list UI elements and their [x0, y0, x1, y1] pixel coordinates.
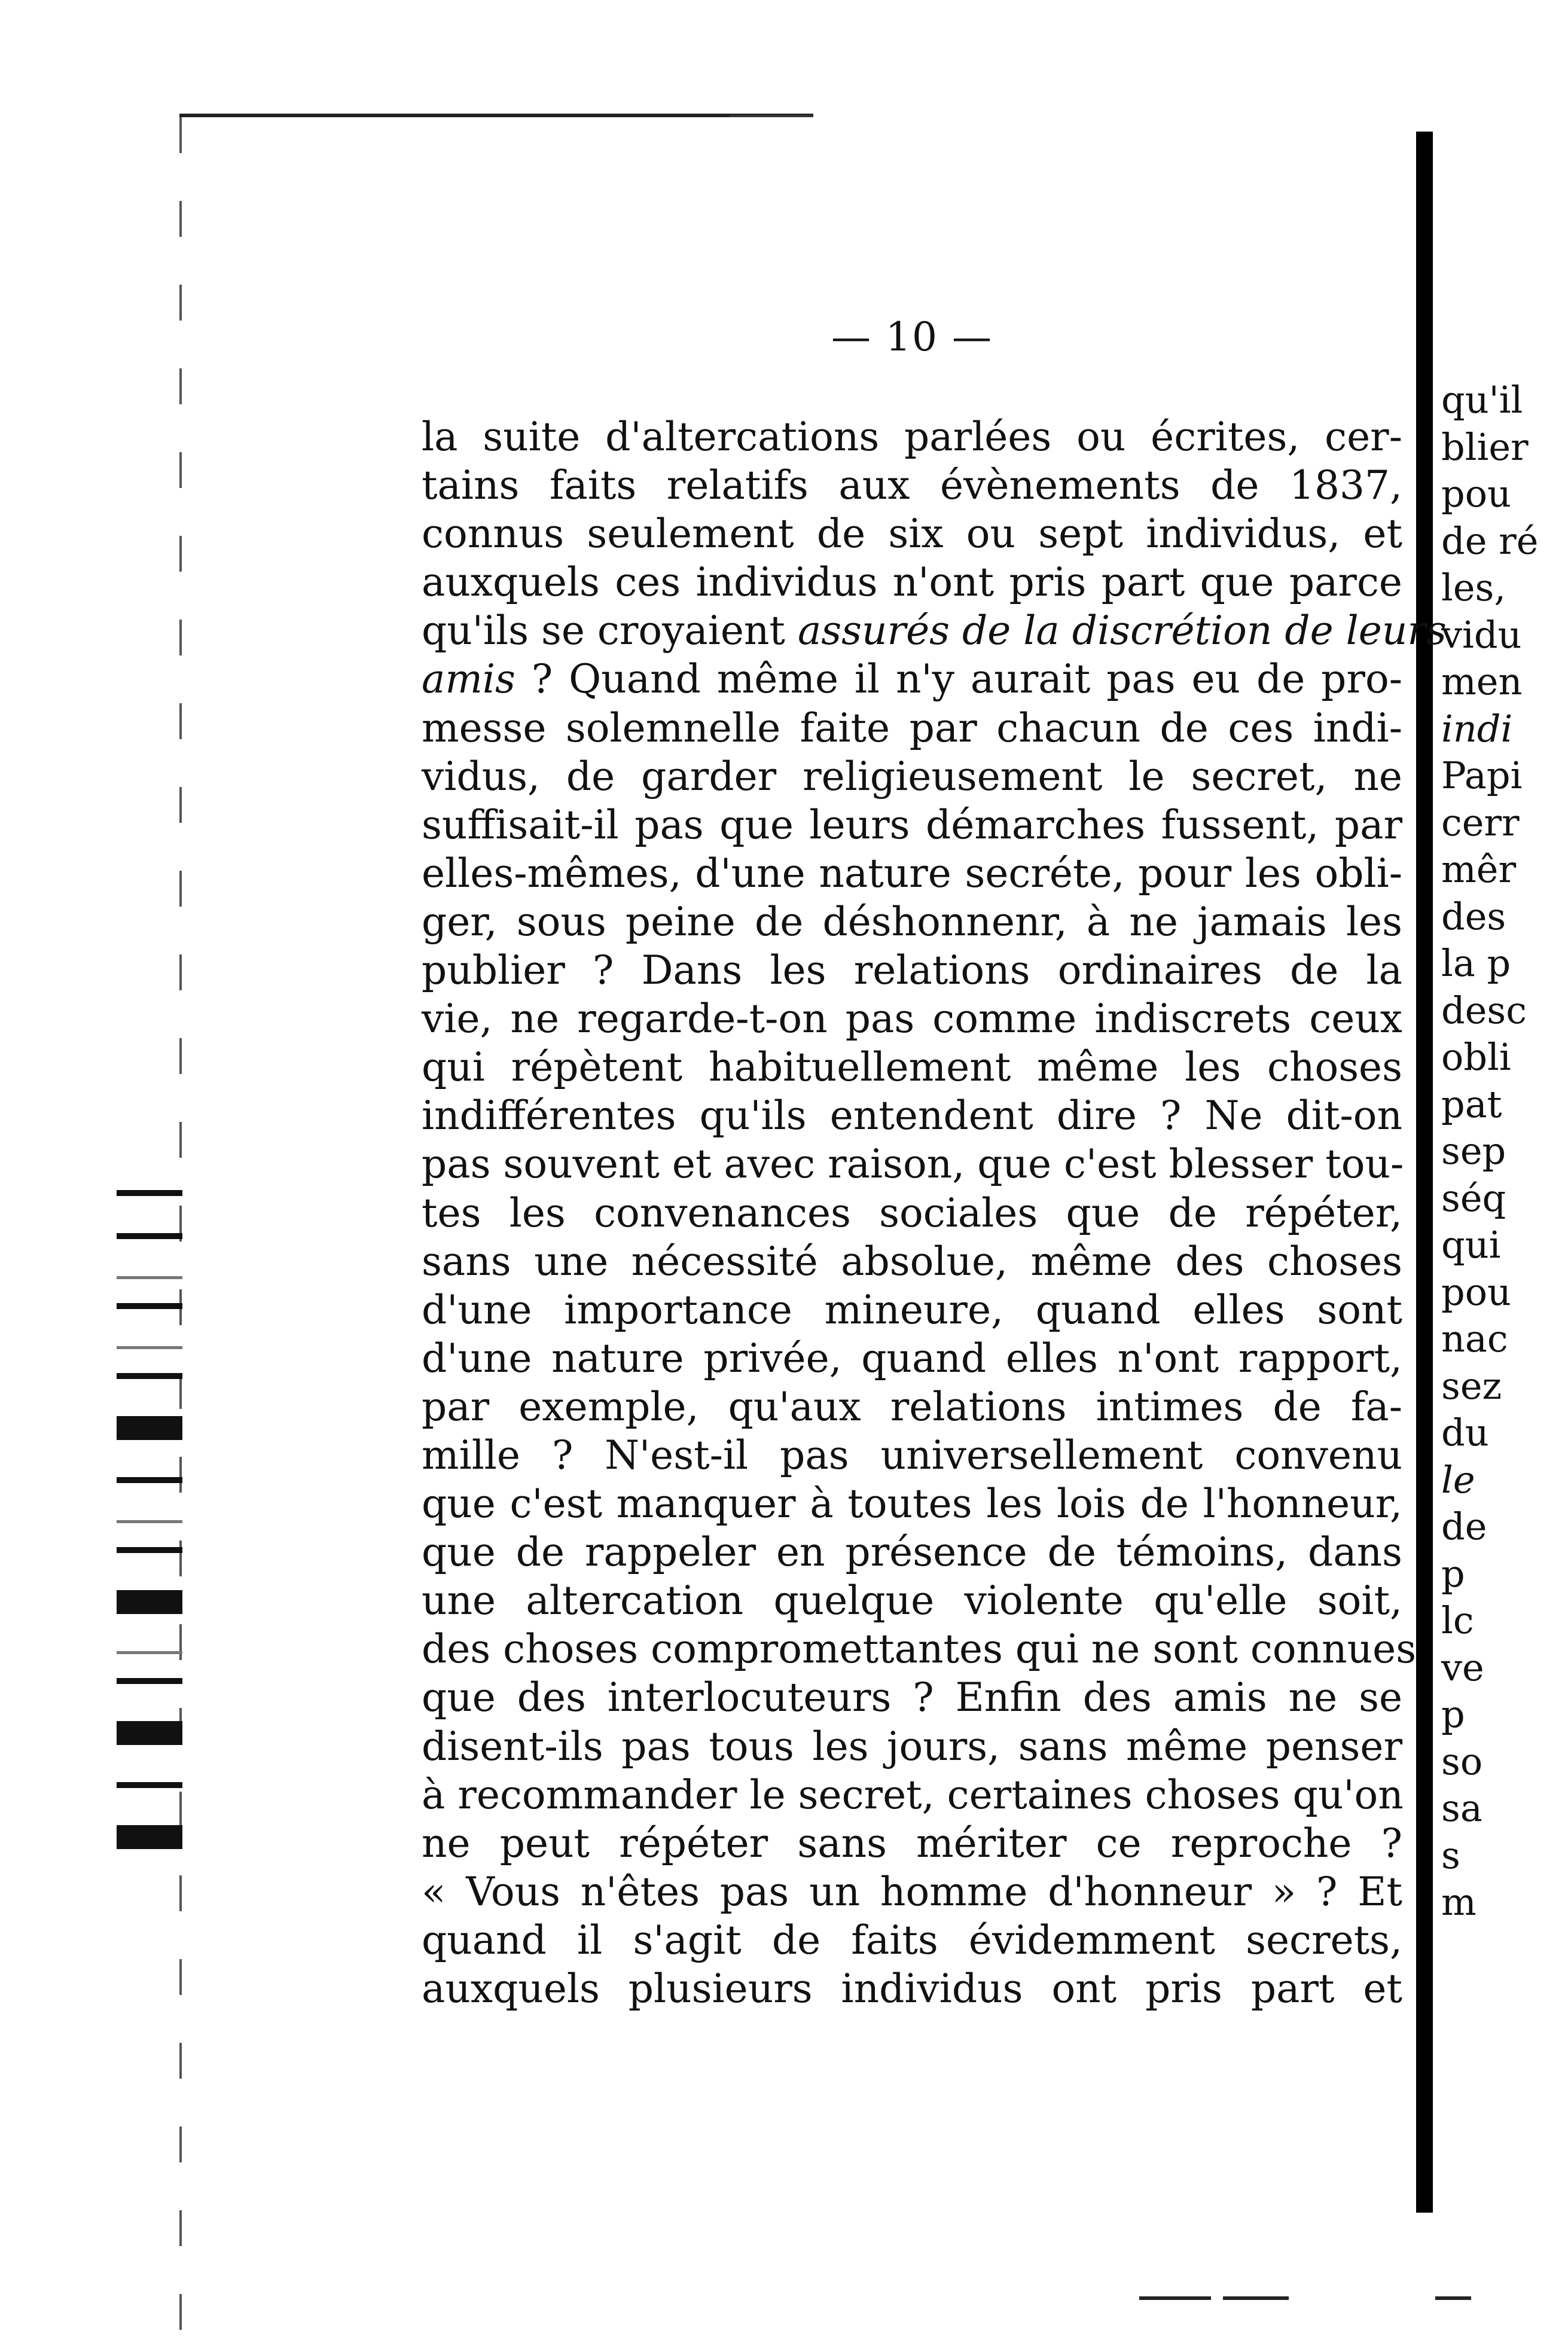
facing-page-line: pou: [1441, 1270, 1511, 1314]
facing-page-line: des: [1441, 894, 1506, 938]
facing-page-line: séq: [1441, 1176, 1506, 1220]
facing-page-line: p: [1441, 1692, 1465, 1736]
text-line: que de rappeler en présence de témoins, dans: [422, 1529, 1402, 1576]
text-line: à recommander le secret, certaines choses qu'on: [422, 1771, 1404, 1818]
facing-page-line: indi: [1441, 706, 1513, 751]
text-line: amis ? Quand même il n'y aurait pas eu de pro-: [422, 656, 1402, 703]
text-line: ger, sous peine de déshonnenr, à ne jamais les: [422, 898, 1402, 945]
facing-page-line: la p: [1441, 941, 1511, 985]
text-line: la suite d'altercations parlées ou écrites, cer-: [422, 414, 1402, 460]
facing-page-line: s: [1441, 1833, 1460, 1877]
margin-mark: [117, 1678, 182, 1684]
facing-page-line: le: [1441, 1457, 1475, 1502]
margin-mark: [117, 1416, 182, 1440]
margin-mark: [117, 1190, 182, 1196]
scan-margin-marks: [117, 1190, 182, 1886]
margin-mark: [117, 1520, 182, 1523]
facing-page-line: nac: [1441, 1317, 1508, 1360]
scan-border-bottom: [1435, 2296, 1471, 2300]
text-line: que c'est manquer à toutes les lois de l'honneur,: [422, 1481, 1402, 1527]
facing-page-line: du: [1441, 1411, 1489, 1454]
text-line: elles-mêmes, d'une nature secréte, pour les obli-: [422, 850, 1402, 896]
facing-page-line: les,: [1441, 566, 1506, 609]
text-line: pas souvent et avec raison, que c'est blesser tou-: [422, 1141, 1404, 1188]
margin-mark: [117, 1590, 182, 1614]
text-line: auxquels plusieurs individus ont pris part et: [422, 1966, 1402, 2012]
facing-page-line: m: [1441, 1880, 1477, 1924]
facing-page-line: Papi: [1441, 753, 1523, 797]
text-line: messe solemnelle faite par chacun de ces indi-: [422, 704, 1402, 751]
margin-mark: [117, 1373, 182, 1379]
scan-border-top-fragment: [730, 115, 813, 117]
facing-page-line: de ré: [1441, 518, 1539, 563]
facing-page-fragment: [1441, 377, 1568, 1926]
text-line: indifférentes qu'ils entendent dire ? Ne dit-on: [422, 1093, 1402, 1139]
scan-border-bottom: [1139, 2296, 1211, 2300]
facing-page-line: sa: [1441, 1786, 1482, 1830]
facing-page-line: pou: [1441, 472, 1511, 515]
text-line: ne peut répéter sans mériter ce reproche ?: [422, 1820, 1402, 1866]
text-line: d'une nature privée, quand elles n'ont rapport,: [422, 1335, 1402, 1381]
text-line: quand il s'agit de faits évidemment secrets,: [422, 1917, 1402, 1963]
body-paragraph: [422, 413, 1447, 2013]
facing-page-line: mêr: [1441, 847, 1517, 891]
margin-mark: [117, 1825, 182, 1849]
facing-page-line: sep: [1441, 1129, 1506, 1173]
facing-page-line: obli: [1441, 1035, 1511, 1079]
facing-page-line: so: [1441, 1739, 1483, 1783]
facing-page-line: vidu: [1441, 612, 1522, 657]
text-line: tes les convenances sociales que de répéter,: [422, 1189, 1402, 1236]
text-line: auxquels ces individus n'ont pris part que parce: [422, 559, 1402, 606]
facing-page-line: sez: [1441, 1363, 1502, 1408]
text-line: par exemple, qu'aux relations intimes de fa-: [422, 1383, 1402, 1430]
text-line: qu'ils se croyaient assurés de la discrétion de leurs: [422, 608, 1447, 654]
text-line: suffisait-il pas que leurs démarches fussent, par: [422, 801, 1402, 848]
scan-border-top: [179, 114, 813, 117]
facing-page-line: de: [1441, 1505, 1487, 1548]
margin-mark: [117, 1276, 182, 1279]
text-line: vidus, de garder religieusement le secret, ne: [422, 753, 1402, 800]
facing-page-line: qu'il: [1441, 378, 1523, 422]
margin-mark: [117, 1547, 182, 1553]
text-line: sans une nécessité absolue, même des choses: [422, 1238, 1402, 1285]
scan-border-bottom: [1223, 2296, 1289, 2300]
margin-mark: [117, 1346, 182, 1349]
margin-mark: [117, 1721, 182, 1745]
text-line: « Vous n'êtes pas un homme d'honneur » ? Et: [422, 1868, 1402, 1915]
margin-mark: [117, 1651, 182, 1654]
text-line: disent-ils pas tous les jours, sans même penser: [422, 1723, 1402, 1770]
margin-mark: [117, 1782, 182, 1788]
facing-page-line: men: [1441, 660, 1523, 703]
text-line: que des interlocuteurs ? Enfin des amis ne se: [422, 1674, 1402, 1721]
margin-mark: [117, 1233, 182, 1239]
book-spine-edge: [1416, 132, 1433, 2213]
margin-mark: [117, 1303, 182, 1309]
facing-page-line: cerr: [1441, 800, 1520, 844]
page-number: — 10 —: [831, 314, 993, 360]
text-line: publier ? Dans les relations ordinaires de la: [422, 947, 1402, 994]
text-line: mille ? N'est-il pas universellement convenu: [422, 1432, 1402, 1478]
facing-page-line: lc: [1441, 1598, 1474, 1642]
facing-page-line: blier: [1441, 425, 1529, 469]
facing-page-line: desc: [1441, 988, 1527, 1032]
text-line: vie, ne regarde-t-on pas comme indiscrets ceux: [422, 996, 1402, 1042]
text-line: des choses compromettantes qui ne sont connues: [422, 1626, 1417, 1673]
facing-page-line: qui: [1441, 1223, 1501, 1267]
text-line: d'une importance mineure, quand elles sont: [422, 1286, 1402, 1333]
facing-page-line: p: [1441, 1551, 1465, 1596]
facing-page-line: pat: [1441, 1082, 1502, 1126]
text-line: tains faits relatifs aux évènements de 1837,: [422, 462, 1402, 509]
text-line: une altercation quelque violente qu'elle soit,: [422, 1578, 1402, 1624]
text-line: connus seulement de six ou sept individus, et: [422, 511, 1402, 557]
facing-page-line: ve: [1441, 1645, 1484, 1689]
margin-mark: [117, 1477, 182, 1483]
text-line: qui répètent habituellement même les choses: [422, 1044, 1402, 1091]
